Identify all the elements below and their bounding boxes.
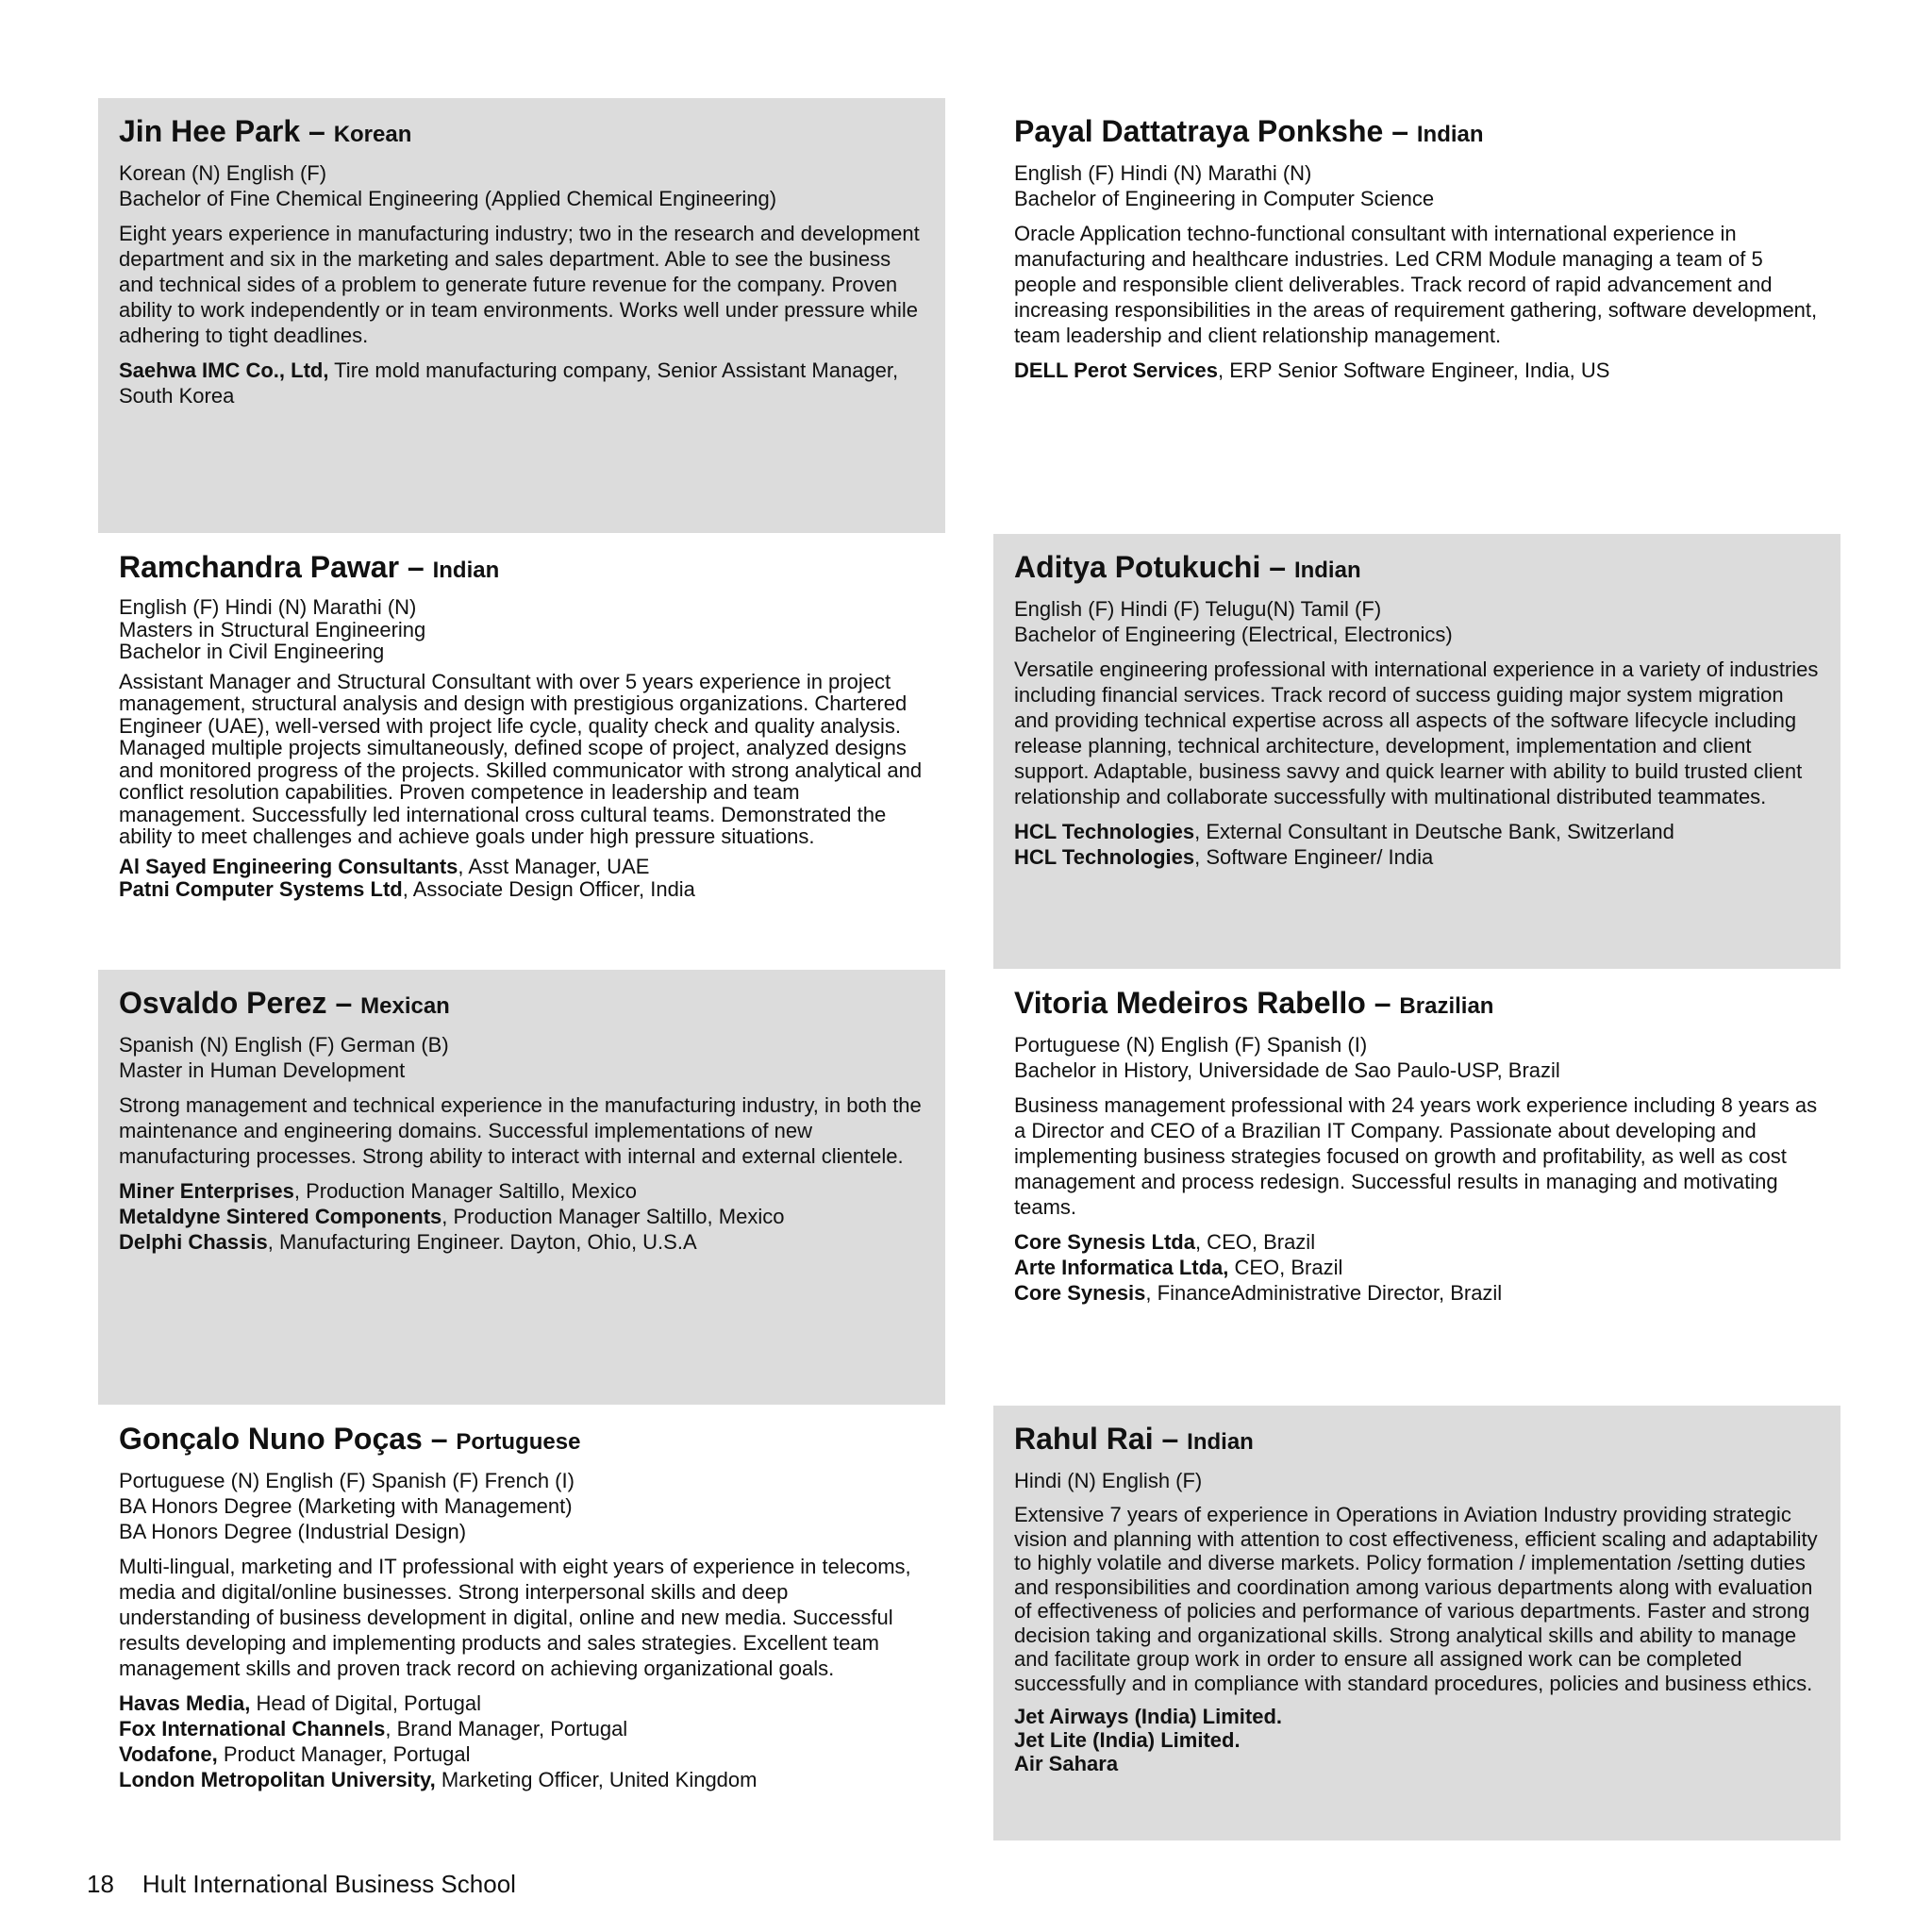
- role-detail: Product Manager, Portugal: [217, 1742, 471, 1766]
- role-detail: , Asst Manager, UAE: [458, 854, 650, 878]
- role-detail: , ERP Senior Software Engineer, India, US: [1218, 358, 1610, 382]
- profile-description: Business management professional with 24 years work experience including 8 years as a Director and CEO of a Brazilian IT Company. Passionate about developing and implementing business strategies focused on growth and profitability, as well as cost management and process redesign. Successful results in managing and motivating teams.: [1014, 1093, 1818, 1219]
- profile-description: Extensive 7 years of experience in Operations in Aviation Industry providing strategic vision and planning with attention to cost effectiveness, efficient scaling and adaptability to highly volatile and diverse markets. Policy formation / implementation /setting duties and responsibilities and coordination among various departments along with evaluation of effectiveness of policies and performance of various departments. Faster and strong decision taking and organizational skills. Strong analytical skills and ability to manage and facilitate group work in order to ensure all assigned work can be completed successfully and in compliance with standard procedures, policies and business ethics.: [1014, 1503, 1818, 1695]
- profile-role: [1014, 1280, 1820, 1306]
- profile-role: [119, 878, 924, 902]
- profile-credentials: [1014, 160, 1820, 211]
- profile-name-line: Osvaldo Perez – Mexican: [119, 986, 450, 1020]
- profile-role: [119, 1178, 924, 1204]
- profile-name: Ramchandra Pawar: [119, 550, 400, 584]
- profile-roles: [1014, 1705, 1820, 1775]
- profile-name: Osvaldo Perez: [119, 986, 327, 1020]
- profile-credentials: [119, 1032, 924, 1083]
- role-company: London Metropolitan University,: [119, 1768, 436, 1791]
- profile-role: [1014, 358, 1820, 383]
- role-company: Delphi Chassis: [119, 1230, 268, 1254]
- role-detail: CEO, Brazil: [1228, 1256, 1343, 1279]
- profile-roles: [119, 358, 924, 408]
- role-detail: , Associate Design Officer, India: [402, 877, 695, 901]
- role-detail: , CEO, Brazil: [1194, 1230, 1316, 1254]
- profile-role: [1014, 1229, 1820, 1255]
- profile-role: [1014, 1255, 1820, 1280]
- profile-nationality: Indian: [432, 558, 500, 583]
- profile-card: [98, 970, 945, 1405]
- profile-name-line: Jin Hee Park – Korean: [119, 114, 412, 148]
- profile-degree: Masters in Structural Engineering: [119, 617, 426, 641]
- school-name: Hult International Business School: [142, 1870, 516, 1898]
- profile-degree: BA Honors Degree (Industrial Design): [119, 1520, 467, 1543]
- profile-description: Assistant Manager and Structural Consultant with over 5 years experience in project management, structural analysis and design with prestigious organizations. Chartered Engineer (UAE), well-versed with project life cycle, quality check and quality analysis. Managed multiple projects simultaneously, defined scope of project, analyzed designs and monitored progress of the projects. Skilled communicator with strong analytical and conflict resolution capabilities. Proven competence in leadership and team management. Successfully led international cross cultural teams. Demonstrated the ability to meet challenges and achieve goals under high pressure situations.: [119, 669, 923, 848]
- role-company: Metaldyne Sintered Components: [119, 1205, 442, 1228]
- profile-card: [98, 1406, 945, 1840]
- role-detail: , Brand Manager, Portugal: [385, 1717, 628, 1740]
- page-footer: [87, 1870, 516, 1899]
- role-company: Core Synesis: [1014, 1281, 1146, 1305]
- role-company: HCL Technologies: [1014, 820, 1195, 843]
- profile-description: Multi-lingual, marketing and IT professional with eight years of experience in telecoms, media and digital/online businesses. Strong interpersonal skills and deep understanding of business development in digital, online and new media. Successful results developing and implementing products and sales strategies. Excellent team management skills and proven track record on achieving organizational goals.: [119, 1555, 911, 1680]
- profile-languages: Korean (N) English (F): [119, 161, 327, 185]
- profile-name-line: Rahul Rai – Indian: [1014, 1422, 1254, 1456]
- profile-roles: [119, 1690, 924, 1792]
- profile-name-line: Payal Dattatraya Ponkshe – Indian: [1014, 114, 1484, 148]
- profile-nationality: Mexican: [360, 993, 450, 1019]
- profile-role: [119, 1690, 924, 1716]
- profile-name: Vitoria Medeiros Rabello: [1014, 986, 1366, 1020]
- profile-nationality: Indian: [1293, 558, 1361, 583]
- profile-description: Eight years experience in manufacturing industry; two in the research and development department and six in the marketing and sales department. Able to see the business and technical sides of a problem to generate future revenue for the company. Proven ability to work independently or in team environments. Works well under pressure while adhering to tight deadlines.: [119, 222, 920, 347]
- role-company: Jet Lite (India) Limited.: [1014, 1728, 1241, 1752]
- profile-degree: Bachelor of Fine Chemical Engineering (Applied Chemical Engineering): [119, 187, 777, 210]
- profile-description: Oracle Application techno-functional consultant with international experience in manufacturing and healthcare industries. Led CRM Module managing a team of 5 people and responsible client deliverables. Track record of rapid advancement and increasing responsibilities in the areas of requirement gathering, software development, team leadership and client relationship management.: [1014, 222, 1818, 347]
- profile-credentials: [1014, 596, 1820, 647]
- profile-roles: [1014, 1229, 1820, 1306]
- profile-card: [993, 534, 1840, 969]
- profile-nationality: Indian: [1416, 122, 1484, 147]
- role-detail: Tire mold manufacturing company, Senior Assistant Manager, South Korea: [119, 358, 899, 408]
- role-company: Patni Computer Systems Ltd: [119, 877, 403, 901]
- profile-card: [98, 534, 945, 969]
- profile-card: [993, 98, 1840, 533]
- profile-role: [119, 1204, 924, 1229]
- profile-card: [993, 1406, 1840, 1840]
- profile-description: Strong management and technical experience in the manufacturing industry, in both the maintenance and engineering domains. Successful implementations of new manufacturing processes. Strong ability to interact with internal and external clientele.: [119, 1093, 922, 1168]
- profile-degree: Bachelor in Civil Engineering: [119, 640, 385, 663]
- profile-languages: Hindi (N) English (F): [1014, 1469, 1203, 1492]
- profile-role: [119, 358, 924, 408]
- profile-role: [119, 1767, 924, 1792]
- profile-languages: Spanish (N) English (F) German (B): [119, 1033, 449, 1057]
- profile-roles: [119, 856, 924, 902]
- role-company: Jet Airways (India) Limited.: [1014, 1705, 1283, 1728]
- role-detail: Marketing Officer, United Kingdom: [435, 1768, 758, 1791]
- role-company: Havas Media,: [119, 1691, 251, 1715]
- profile-name-line: Vitoria Medeiros Rabello – Brazilian: [1014, 986, 1494, 1020]
- profile-languages: English (F) Hindi (N) Marathi (N): [1014, 161, 1312, 185]
- profile-role: [1014, 844, 1820, 870]
- role-detail: , Production Manager Saltillo, Mexico: [441, 1205, 785, 1228]
- profile-languages: Portuguese (N) English (F) Spanish (I): [1014, 1033, 1368, 1057]
- profile-degree: Bachelor in History, Universidade de Sao Paulo-USP, Brazil: [1014, 1058, 1560, 1082]
- profile-role: [1014, 819, 1820, 844]
- profile-credentials: [1014, 1032, 1820, 1083]
- role-company: Air Sahara: [1014, 1752, 1119, 1775]
- role-detail: , FinanceAdministrative Director, Brazil: [1145, 1281, 1503, 1305]
- profile-role: [119, 856, 924, 879]
- profile-card: [993, 970, 1840, 1405]
- profile-credentials: [1014, 1468, 1820, 1493]
- role-company: HCL Technologies: [1014, 845, 1195, 869]
- role-company: DELL Perot Services: [1014, 358, 1219, 382]
- profile-credentials: [119, 1468, 924, 1544]
- profile-name: Gonçalo Nuno Poças: [119, 1422, 423, 1456]
- role-detail: , Software Engineer/ India: [1194, 845, 1434, 869]
- profile-card: [98, 98, 945, 533]
- profile-name-line: Ramchandra Pawar – Indian: [119, 550, 500, 584]
- profile-role: [1014, 1728, 1820, 1752]
- role-company: Arte Informatica Ltda,: [1014, 1256, 1229, 1279]
- role-company: Fox International Channels: [119, 1717, 386, 1740]
- role-detail: , Manufacturing Engineer. Dayton, Ohio, U.S.A: [267, 1230, 697, 1254]
- profile-roles: [1014, 358, 1820, 383]
- role-company: Saehwa IMC Co., Ltd,: [119, 358, 329, 382]
- profile-name-line: Gonçalo Nuno Poças – Portuguese: [119, 1422, 581, 1456]
- profile-nationality: Brazilian: [1399, 993, 1494, 1019]
- profile-degree: Master in Human Development: [119, 1058, 406, 1082]
- role-detail: , External Consultant in Deutsche Bank, Switzerland: [1194, 820, 1674, 843]
- profile-role: [1014, 1705, 1820, 1728]
- profile-name: Rahul Rai: [1014, 1422, 1154, 1456]
- profile-roles: [1014, 819, 1820, 870]
- profile-name: Jin Hee Park: [119, 114, 301, 148]
- role-company: Vodafone,: [119, 1742, 218, 1766]
- profile-name-line: Aditya Potukuchi – Indian: [1014, 550, 1361, 584]
- profile-role: [119, 1229, 924, 1255]
- profile-credentials: [119, 160, 924, 211]
- profile-languages: English (F) Hindi (N) Marathi (N): [119, 595, 417, 619]
- profile-degree: BA Honors Degree (Marketing with Management): [119, 1494, 573, 1518]
- role-company: Miner Enterprises: [119, 1179, 294, 1203]
- profile-nationality: Korean: [333, 122, 412, 147]
- profile-languages: Portuguese (N) English (F) Spanish (F) French (I): [119, 1469, 575, 1492]
- profile-degree: Bachelor of Engineering in Computer Science: [1014, 187, 1435, 210]
- profile-role: [119, 1741, 924, 1767]
- profile-description: Versatile engineering professional with international experience in a variety of industries including financial services. Track record of success guiding major system migration and providing technical expertise across all aspects of the software lifecycle including release planning, technical architecture, development, implementation and client support. Adaptable, business savvy and quick learner with ability to build trusted client relationship and collaborate successfully with multinational distributed teammates.: [1014, 658, 1819, 808]
- role-detail: Head of Digital, Portugal: [250, 1691, 481, 1715]
- role-company: Al Sayed Engineering Consultants: [119, 854, 458, 878]
- profile-role: [1014, 1752, 1820, 1775]
- role-company: Core Synesis Ltda: [1014, 1230, 1195, 1254]
- profile-nationality: Indian: [1187, 1429, 1254, 1455]
- role-detail: , Production Manager Saltillo, Mexico: [293, 1179, 638, 1203]
- profile-credentials: [119, 596, 924, 663]
- profile-nationality: Portuguese: [456, 1429, 581, 1455]
- profile-languages: English (F) Hindi (F) Telugu(N) Tamil (F): [1014, 597, 1382, 621]
- profile-name: Payal Dattatraya Ponkshe: [1014, 114, 1384, 148]
- profile-name: Aditya Potukuchi: [1014, 550, 1261, 584]
- page-number: 18: [87, 1870, 114, 1898]
- profile-role: [119, 1716, 924, 1741]
- profile-roles: [119, 1178, 924, 1255]
- profile-degree: Bachelor of Engineering (Electrical, Electronics): [1014, 623, 1453, 646]
